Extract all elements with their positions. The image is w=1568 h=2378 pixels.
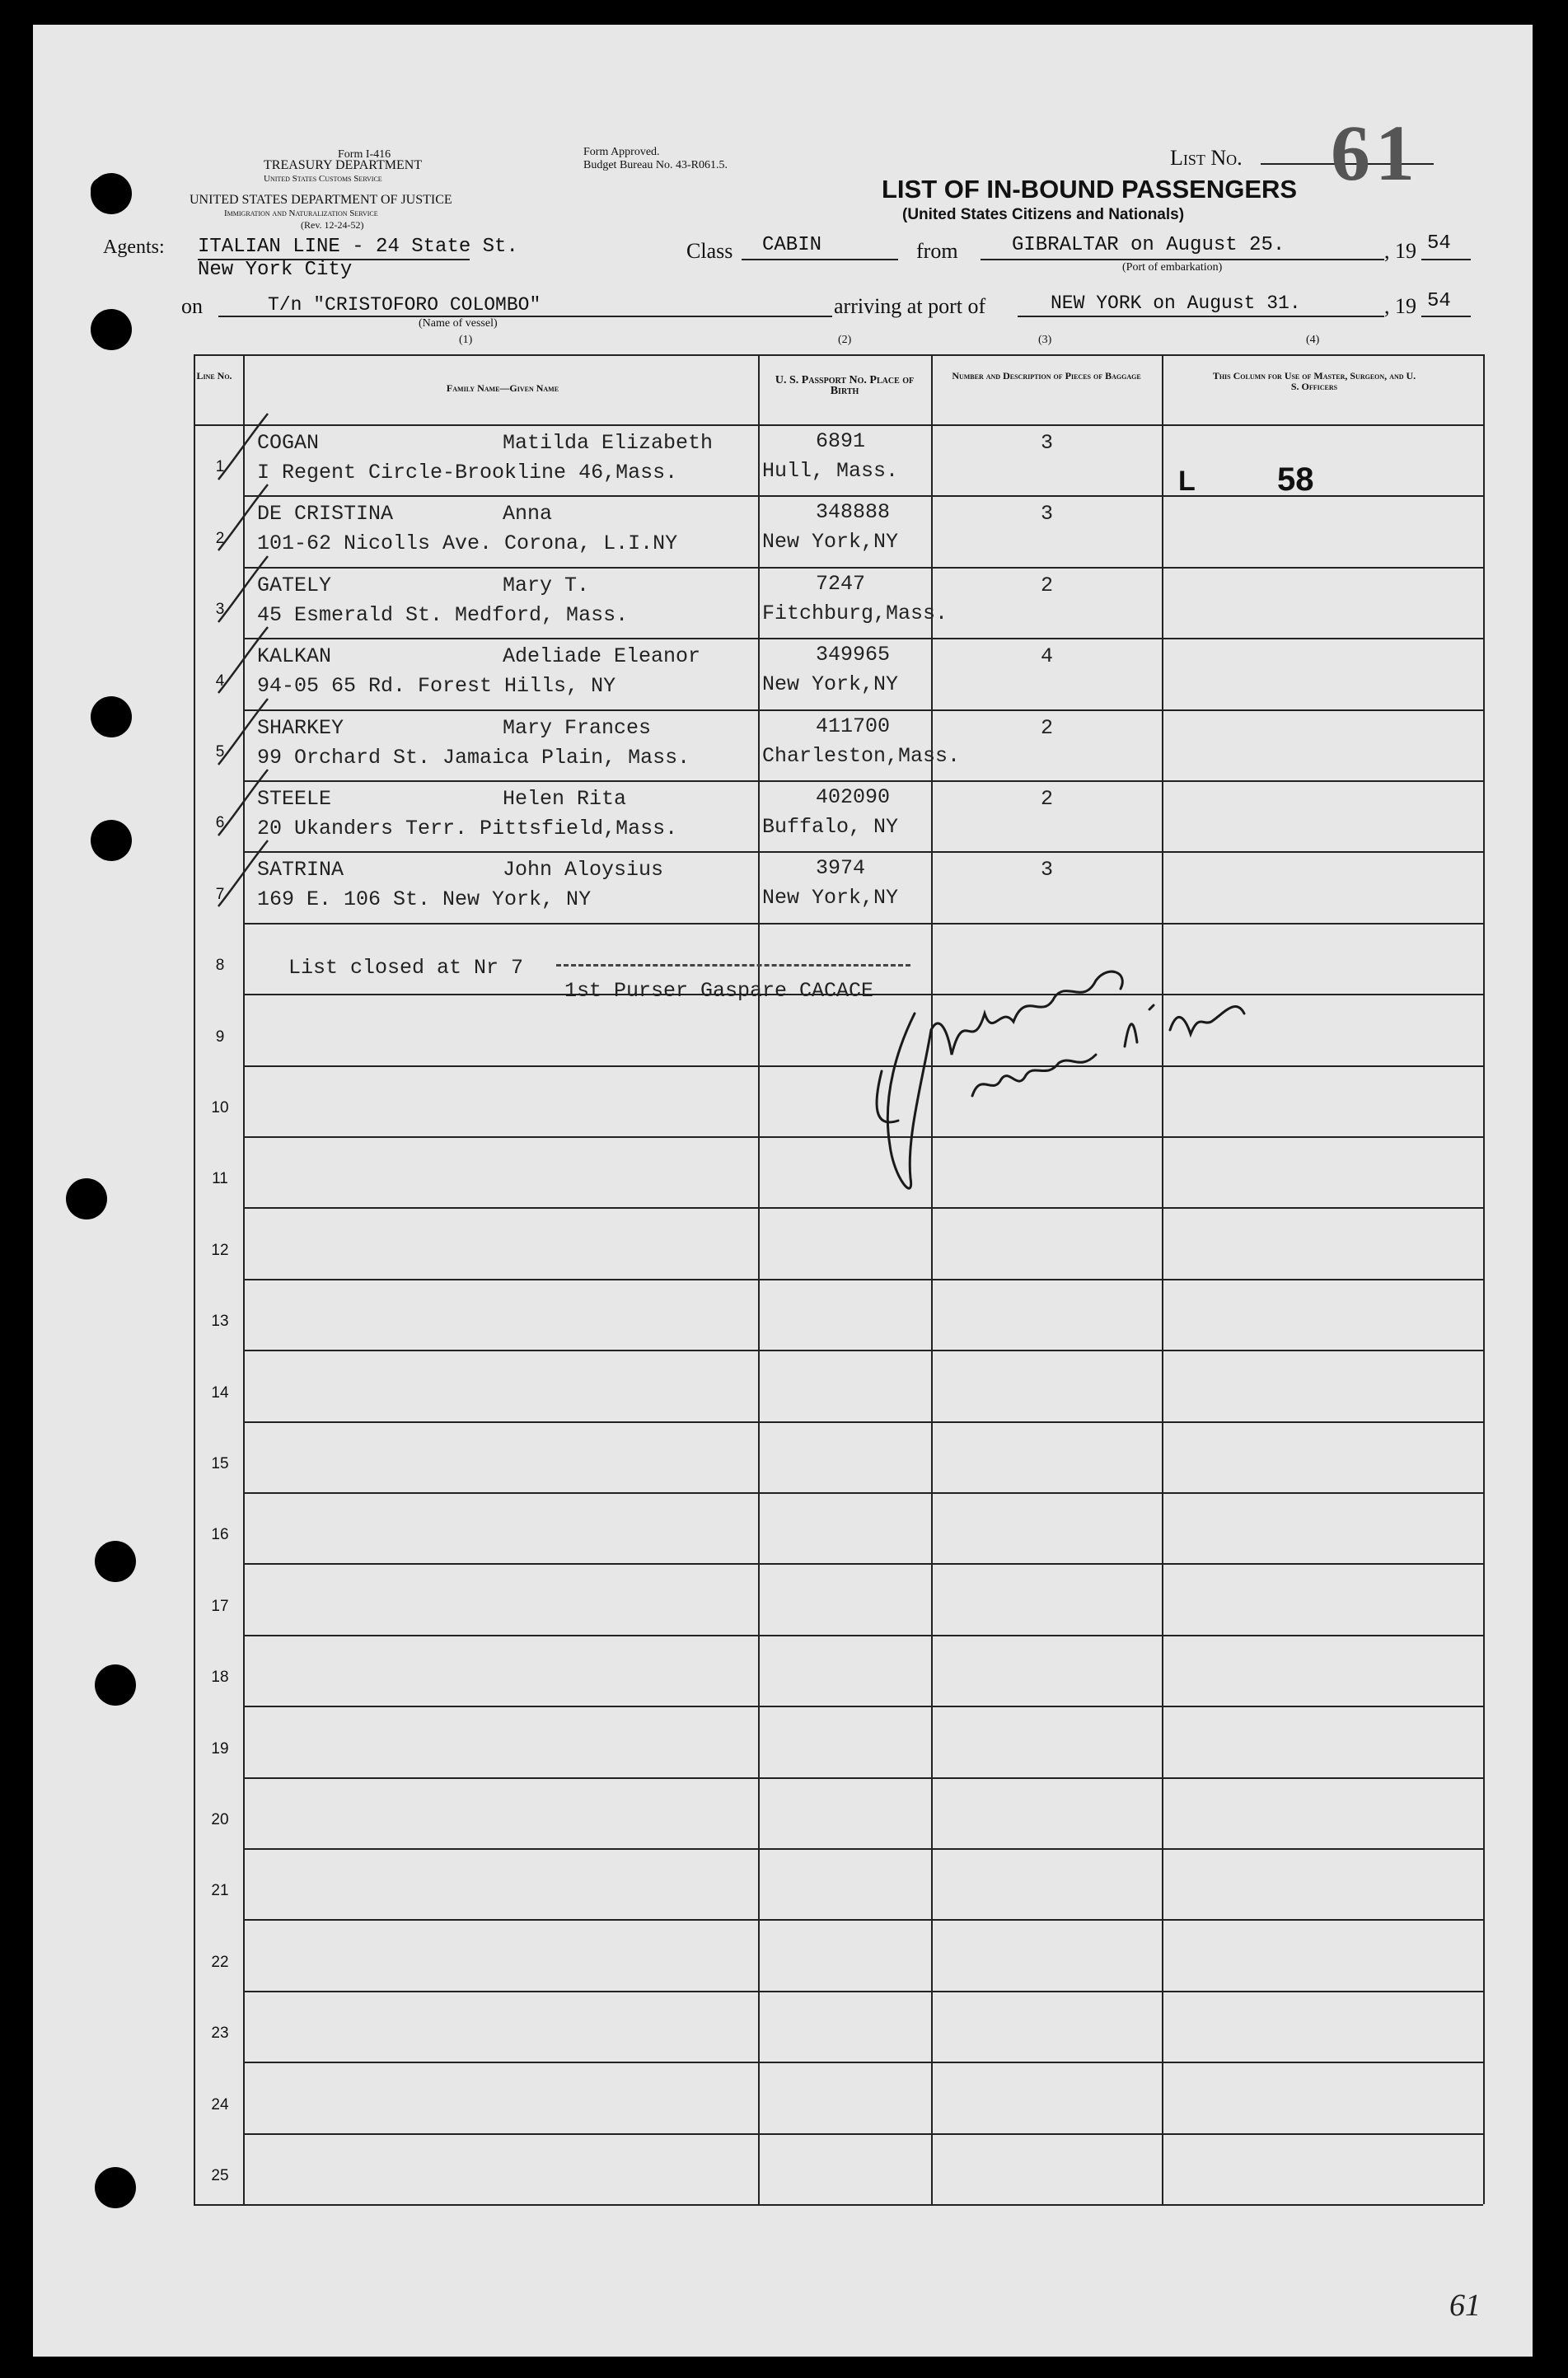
check-mark-icon (210, 765, 276, 840)
baggage-count: 2 (1041, 573, 1054, 597)
year-label: , 19 (1384, 239, 1416, 263)
passenger-given-name: Mary Frances (503, 715, 652, 740)
agents-label: Agents: (103, 236, 165, 258)
list-no-label: List No. (1170, 146, 1243, 170)
table-hline (243, 2062, 1483, 2063)
line-number: 25 (211, 2166, 229, 2184)
passenger-given-name: Adeliade Eleanor (503, 644, 701, 669)
class-value: CABIN (762, 234, 822, 256)
passenger-family-name: SHARKEY (257, 715, 344, 740)
passenger-family-name: KALKAN (257, 644, 332, 669)
col-header-baggage: Number and Description of Pieces of Baggage (952, 370, 1141, 382)
on-label: on (181, 294, 203, 318)
passenger-given-name: Matilda Elizabeth (503, 431, 714, 455)
table-vline (1483, 354, 1485, 2204)
budget-bureau: Budget Bureau No. 43-R061.5. (583, 159, 728, 171)
place-of-birth: Buffalo, NY (762, 815, 899, 839)
line-number: 6 (215, 813, 225, 831)
table-hline (243, 851, 1483, 853)
list-number: 61 (1331, 109, 1420, 197)
year-value-2: 54 (1427, 290, 1451, 312)
baggage-count: 2 (1041, 787, 1054, 811)
from-value: GIBRALTAR on August 25. (1012, 234, 1285, 256)
place-of-birth: New York,NY (762, 886, 899, 910)
col-index-2: (2) (838, 334, 852, 346)
line-number: 16 (211, 1525, 229, 1543)
table-hline (243, 1492, 1483, 1494)
table-hline (243, 1635, 1483, 1636)
table-hline (243, 1991, 1483, 1992)
list-closed-note: List closed at Nr 7 (288, 956, 524, 980)
passenger-family-name: DE CRISTINA (257, 502, 394, 527)
passenger-given-name: Mary T. (503, 573, 590, 597)
year-value-1: 54 (1427, 232, 1451, 255)
line-number: 15 (211, 1454, 229, 1472)
place-of-birth: New York,NY (762, 672, 899, 697)
officer-mark: L (1178, 466, 1196, 497)
line-number: 8 (215, 956, 225, 974)
place-of-birth: Charleston,Mass. (762, 743, 961, 768)
agents-line1: ITALIAN LINE - 24 State St. (198, 236, 518, 258)
treasury-department: TREASURY DEPARTMENT (264, 158, 423, 172)
passport-number: 3974 (816, 856, 866, 881)
table-hline (243, 1279, 1483, 1280)
line-number: 22 (211, 1953, 229, 1971)
arriving-label: arriving at port of (834, 294, 986, 318)
table-hline (243, 1777, 1483, 1779)
passenger-address: 20 Ukanders Terr. Pittsfield,Mass. (257, 817, 678, 840)
baggage-count: 4 (1041, 644, 1054, 669)
col-index-3: (3) (1038, 334, 1052, 346)
col-index-1: (1) (459, 334, 473, 346)
table-hline (243, 709, 1483, 711)
passenger-family-name: GATELY (257, 573, 332, 597)
purser-note: 1st Purser Gaspare CACACE (564, 979, 874, 1003)
passenger-family-name: SATRINA (257, 858, 344, 882)
check-mark-icon (210, 623, 276, 697)
handwritten-signature (849, 931, 1277, 1211)
line-number: 11 (212, 1169, 228, 1187)
table-hline (243, 1919, 1483, 1921)
place-of-birth: New York,NY (762, 530, 899, 555)
place-of-birth: Hull, Mass. (762, 459, 899, 483)
table-hline (243, 1563, 1483, 1565)
line-number: 9 (215, 1028, 225, 1046)
col-header-name: Family Name—Given Name (446, 382, 559, 394)
table-hline (243, 923, 1483, 925)
line-number: 4 (215, 672, 225, 690)
passport-number: 402090 (816, 785, 891, 809)
line-number: 5 (215, 742, 225, 761)
table-hline (243, 1848, 1483, 1850)
line-number: 21 (211, 1881, 229, 1899)
table-hline (243, 638, 1483, 639)
class-label: Class (686, 239, 733, 263)
document-subtitle: (United States Citizens and Nationals) (902, 206, 1185, 223)
baggage-count: 2 (1041, 715, 1054, 740)
vessel-name: T/n "CRISTOFORO COLOMBO" (268, 294, 541, 316)
line-number: 10 (211, 1098, 229, 1116)
line-number: 13 (211, 1312, 229, 1330)
year-label-2: , 19 (1384, 294, 1416, 318)
line-number: 3 (215, 600, 225, 618)
line-number: 24 (211, 2095, 229, 2114)
arriving-value: NEW YORK on August 31. (1051, 293, 1301, 314)
line-number: 23 (211, 2024, 229, 2042)
passenger-address: 45 Esmerald St. Medford, Mass. (257, 602, 629, 627)
baggage-count: 3 (1041, 431, 1054, 455)
place-of-birth: Fitchburg,Mass. (762, 601, 948, 625)
table-hline (243, 1706, 1483, 1707)
passport-number: 7247 (816, 571, 866, 596)
col-header-line-no: Line No. (196, 370, 232, 382)
passenger-address: 99 Orchard St. Jamaica Plain, Mass. (257, 745, 690, 770)
passenger-family-name: STEELE (257, 787, 332, 811)
col-header-passport: U. S. Passport No. Place of Birth (775, 374, 915, 397)
table-hline (243, 780, 1483, 782)
passenger-address: 101-62 Nicolls Ave. Corona, L.I.NY (257, 531, 678, 556)
line-number: 12 (211, 1241, 229, 1259)
passport-number: 411700 (816, 714, 891, 738)
line-number: 2 (215, 529, 225, 547)
ins-service: Immigration and Naturalization Service (224, 208, 378, 218)
line-number: 1 (215, 457, 225, 475)
form-approved: Form Approved. (583, 146, 660, 158)
line-number: 14 (211, 1383, 229, 1402)
table-hline (194, 2204, 1483, 2206)
table-vline (194, 354, 195, 2204)
passenger-address: 169 E. 106 St. New York, NY (257, 887, 592, 912)
port-embarkation-caption: (Port of embarkation) (1122, 261, 1223, 274)
col-index-4: (4) (1306, 334, 1320, 346)
col-header-officers: This Column for Use of Master, Surgeon, and U. S. Officers (1212, 370, 1416, 392)
line-number: 19 (211, 1739, 229, 1758)
passport-number: 6891 (816, 429, 866, 453)
table-hline (243, 2133, 1483, 2135)
check-mark-icon (210, 552, 276, 626)
line-number: 18 (211, 1668, 229, 1686)
line-number: 20 (211, 1810, 229, 1828)
passenger-given-name: Helen Rita (503, 787, 627, 811)
table-hline (194, 354, 1483, 356)
passenger-given-name: John Aloysius (503, 858, 664, 882)
table-hline (243, 1350, 1483, 1351)
from-label: from (916, 239, 958, 263)
baggage-count: 3 (1041, 858, 1054, 882)
department-of-justice: UNITED STATES DEPARTMENT OF JUSTICE (190, 193, 452, 207)
page-mark (1446, 2282, 1495, 2324)
passenger-family-name: COGAN (257, 431, 320, 455)
passenger-address: I Regent Circle-Brookline 46,Mass. (257, 461, 678, 484)
baggage-count: 3 (1041, 502, 1054, 527)
check-mark-icon (210, 410, 276, 484)
vessel-caption: (Name of vessel) (419, 317, 498, 330)
line-number: 7 (215, 885, 225, 903)
table-hline (243, 567, 1483, 569)
form-revision: (Rev. 12-24-52) (301, 219, 364, 231)
officer-count: 58 (1277, 461, 1314, 498)
check-mark-icon (210, 836, 276, 910)
check-mark-icon (210, 480, 276, 555)
passenger-address: 94-05 65 Rd. Forest Hills, NY (257, 674, 616, 699)
page-mark-text: 61 (1449, 2288, 1481, 2323)
agents-line2: New York City (198, 259, 353, 281)
passport-number: 348888 (816, 500, 891, 525)
check-mark-icon (210, 695, 276, 769)
table-hline (194, 424, 1483, 426)
table-hline (243, 1421, 1483, 1423)
line-number: 17 (211, 1597, 229, 1615)
form-number: Form I-416 (338, 148, 391, 161)
passenger-given-name: Anna (503, 502, 553, 527)
document-title: LIST OF IN-BOUND PASSENGERS (882, 175, 1298, 204)
customs-service: United States Customs Service (264, 174, 382, 184)
passport-number: 349965 (816, 643, 891, 667)
